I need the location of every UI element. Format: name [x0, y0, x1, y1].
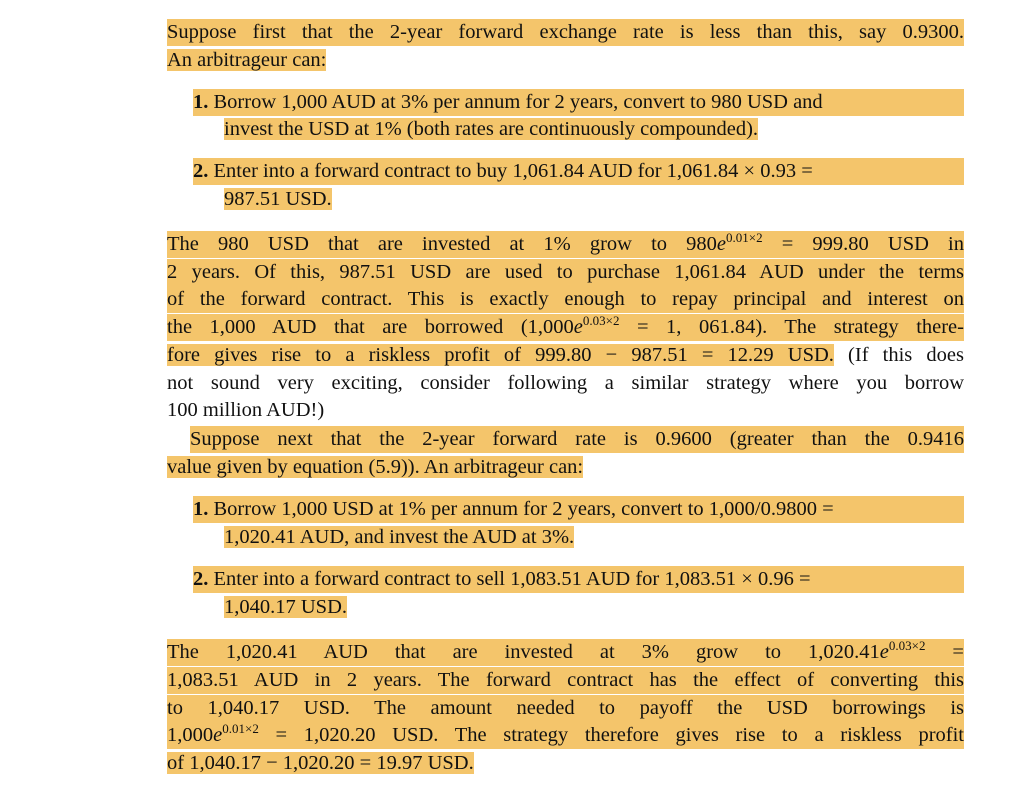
paragraph-2-line-4: the 1,000 AUD that are borrowed ($1,000e^{0.03\times 2} = 1$, 061.84). The strategy there-: [167, 314, 964, 341]
paragraph-4-line-1: The 1,020.41 AUD that are invested at 3% grow to $1,020.41e^{0.03\times 2}$ =: [167, 639, 964, 666]
paragraph-4-line-2: 1,083.51 AUD in 2 years. The forward contract has the effect of converting this: [167, 667, 964, 694]
paragraph-1-line-1: Suppose first that the 2-year forward exchange rate is less than this, say 0.9300.: [167, 19, 964, 46]
paragraph-2-line-5: fore gives rise to a riskless profit of 999.80 − 987.51 = 12.29 USD. (If this does: [167, 344, 964, 366]
list-1-item-1-number: 1.: [193, 91, 209, 113]
list-2-item-1-number: 1.: [193, 498, 209, 520]
list-2-item-2-text: Enter into a forward contract to sell 1,083.51 AUD for 1,083.51 × 0.96 =: [213, 568, 811, 590]
list-2-item-2-number: 2.: [193, 568, 209, 590]
list-2-item-1-line-1: [193, 496, 964, 523]
list-2-item-2-line-1: [193, 566, 964, 593]
paragraph-2-line-3: of the forward contract. This is exactly enough to repay principal and interest on: [167, 286, 964, 313]
list-1-item-1-text: Borrow 1,000 AUD at 3% per annum for 2 years, convert to 980 USD and: [213, 91, 823, 113]
paragraph-4-line-3: to 1,040.17 USD. The amount needed to payoff the USD borrowings is: [167, 695, 964, 722]
paragraph-4-line-5: of 1,040.17 − 1,020.20 = 19.97 USD.: [167, 752, 474, 774]
list-1-item-1-line-2: invest the USD at 1% (both rates are continuously compounded).: [224, 118, 759, 140]
paragraph-4-line-4: $1,000e^{0.01\times 2} = 1,020.20$ USD. The strategy therefore gives rise to a riskless profit: [167, 722, 964, 749]
list-2-item-1-line-2: 1,020.41 AUD, and invest the AUD at 3%.: [224, 526, 575, 548]
list-1-item-2-text: Enter into a forward contract to buy 1,061.84 AUD for 1,061.84 × 0.93 =: [213, 160, 813, 182]
paragraph-2-line-7: 100 million AUD!): [167, 399, 325, 421]
list-1-item-1-line-1: [193, 89, 964, 116]
paragraph-2-line-6: not sound very exciting, consider following a similar strategy where you borrow: [167, 372, 964, 394]
paragraph-3-line-1: Suppose next that the 2-year forward rate is 0.9600 (greater than the 0.9416: [190, 426, 964, 453]
paragraph-2-line-2: 2 years. Of this, 987.51 USD are used to purchase 1,061.84 AUD under the terms: [167, 259, 964, 286]
list-1-item-2-number: 2.: [193, 160, 209, 182]
list-2-item-2-line-2: 1,040.17 USD.: [224, 596, 348, 618]
paragraph-3-line-2: value given by equation (5.9)). An arbitrageur can:: [167, 456, 584, 478]
list-2-item-1-text: Borrow 1,000 USD at 1% per annum for 2 years, convert to 1,000/0.9800 =: [213, 498, 834, 520]
paragraph-2-line-1: The 980 USD that are invested at 1% grow to $980e^{0.01\times 2} = 999.80$ USD in: [167, 231, 964, 258]
list-1-item-2-line-2: 987.51 USD.: [224, 188, 332, 210]
list-1-item-2-line-1: [193, 158, 964, 185]
paragraph-1-line-2: An arbitrageur can:: [167, 49, 327, 71]
